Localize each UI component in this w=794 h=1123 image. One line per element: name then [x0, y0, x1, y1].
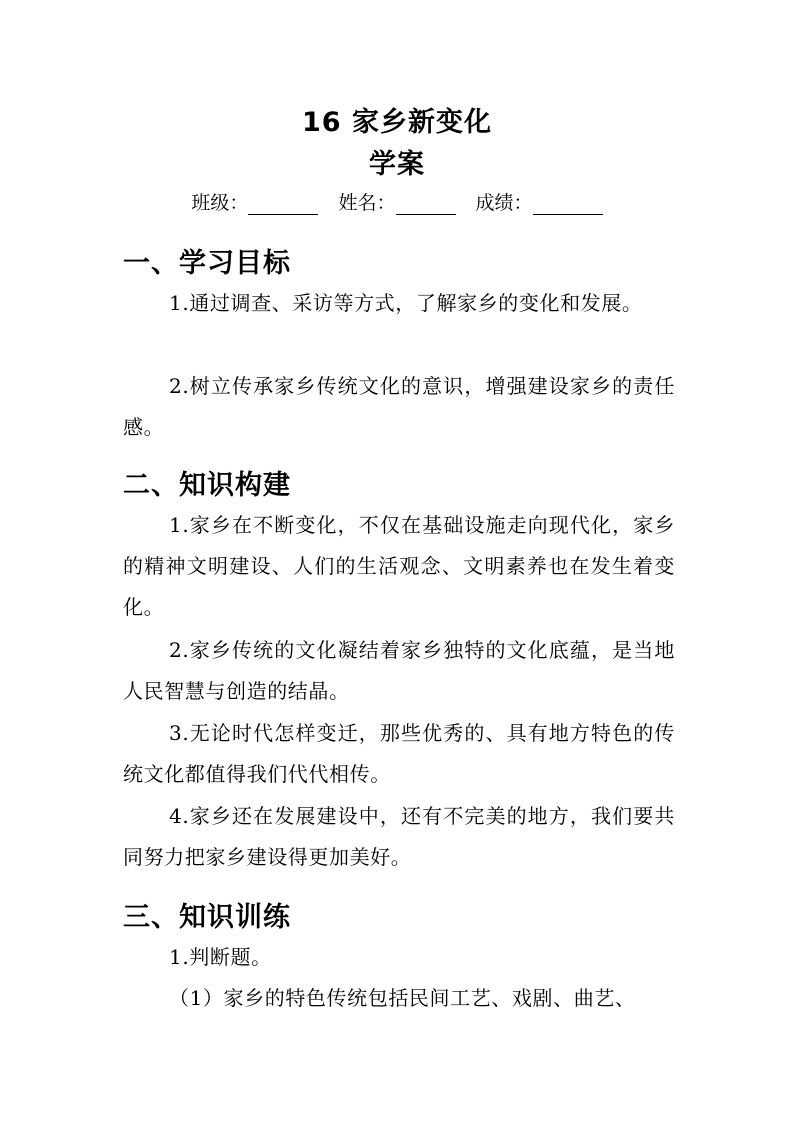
knowledge-item-2: 2.家乡传统的文化凝结着家乡独特的文化底蕴，是当地人民智慧与创造的结晶。 — [123, 638, 675, 703]
name-label: 姓名： — [338, 192, 396, 214]
class-label: 班级： — [191, 192, 249, 214]
training-item-1: 1.判断题。 — [169, 945, 272, 969]
score-blank — [533, 192, 603, 215]
name-blank — [396, 192, 456, 215]
section-heading-knowledge-training: 三、知识训练 — [123, 902, 291, 933]
page-title: 16 家乡新变化 — [302, 107, 492, 138]
goal-item-1: 1.通过调查、采访等方式，了解家乡的变化和发展。 — [169, 291, 643, 315]
knowledge-item-4: 4.家乡还在发展建设中，还有不完美的地方，我们要共同努力把家乡建设得更加美好。 — [123, 804, 675, 869]
goal-item-2: 2.树立传承家乡传统文化的意识，增强建设家乡的责任感。 — [123, 374, 675, 439]
section-heading-knowledge-building: 二、知识构建 — [123, 470, 291, 501]
section-heading-learning-goals: 一、学习目标 — [123, 248, 291, 279]
knowledge-item-3: 3.无论时代怎样变迁，那些优秀的、具有地方特色的传统文化都值得我们代代相传。 — [123, 721, 675, 786]
class-blank — [248, 192, 318, 215]
student-info-line — [0, 188, 794, 215]
knowledge-item-1: 1.家乡在不断变化，不仅在基础设施走向现代化，家乡的精神文明建设、人们的生活观念、文明素养也在发生着变化。 — [123, 513, 675, 619]
training-question-1: （1）家乡的特色传统包括民间工艺、戏剧、曲艺、 — [169, 986, 636, 1010]
page-subtitle: 学案 — [369, 149, 425, 180]
score-label: 成绩： — [475, 192, 533, 214]
